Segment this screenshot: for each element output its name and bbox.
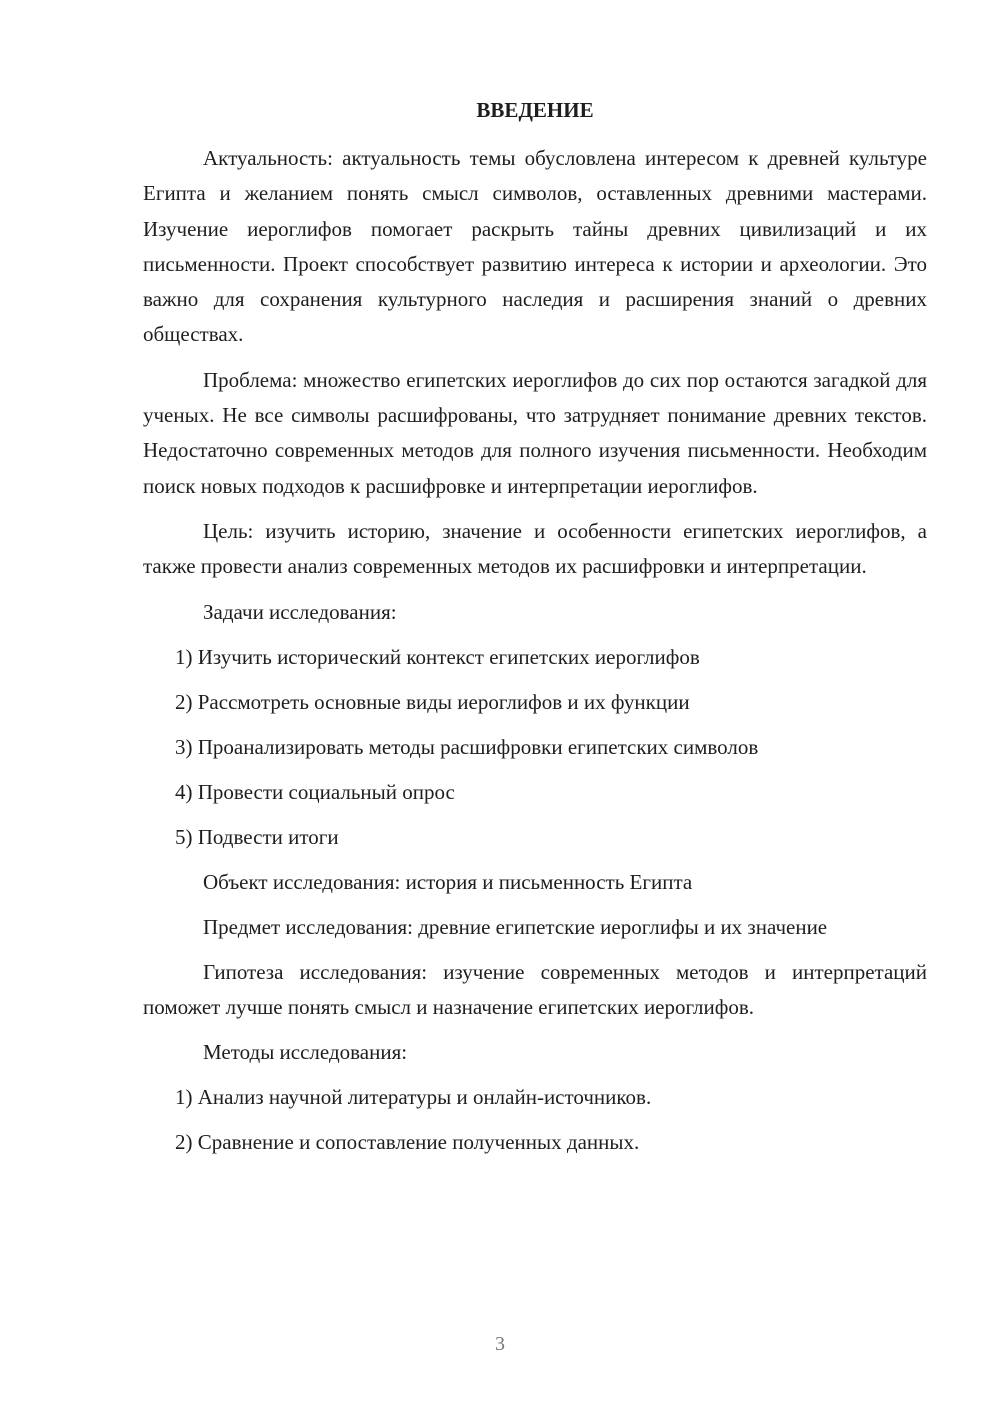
tasks-title: Задачи исследования:: [203, 599, 397, 624]
object-line: Объект исследования: история и письменность Египта: [203, 869, 693, 894]
methods-title: Методы исследования:: [203, 1040, 408, 1065]
method-item-2: 2) Сравнение и сопоставление полученных данных.: [175, 1130, 640, 1155]
task-item-5: 5) Подвести итоги: [175, 824, 339, 849]
task-item-2: 2) Рассмотреть основные виды иероглифов и их функции: [175, 689, 690, 714]
relevance-paragraph: Актуальность: актуальность темы обусловлена интересом к древней культуре Египта и желанием понять смысл символов, оставленных древними мастерами. Изучение иероглифов помогает раскрыть тайны древних цивилизаций и их письменности. Проект способствует развитию интереса к истории и археологии. Это важно для сохранения культурного наследия и расширения знаний о древних обществах.: [143, 146, 927, 347]
page-number: 3: [495, 1333, 505, 1355]
section-heading: ВВЕДЕНИЕ: [476, 98, 594, 122]
method-item-1: 1) Анализ научной литературы и онлайн-источников.: [175, 1085, 652, 1110]
subject-paragraph: Предмет исследования: древние египетские иероглифы и их значение: [203, 914, 828, 939]
goal-paragraph: Цель: изучить историю, значение и особенности египетских иероглифов, а также провести анализ современных методов их расшифровки и интерпретации.: [143, 518, 927, 579]
task-item-4: 4) Провести социальный опрос: [175, 779, 455, 804]
page-content: [143, 96, 927, 1170]
task-item-1: 1) Изучить исторический контекст египетских иероглифов: [175, 644, 700, 669]
hypothesis-paragraph: Гипотеза исследования: изучение современных методов и интерпретаций поможет лучше понять смысл и назначение египетских иероглифов.: [143, 959, 927, 1020]
problem-paragraph: Проблема: множество египетских иероглифов до сих пор остаются загадкой для ученых. Не все символы расшифрованы, что затрудняет понимание древних текстов. Недостаточно современных методов для полного изучения письменности. Необходим поиск новых подходов к расшифровке и интерпретации иероглифов.: [143, 367, 927, 498]
task-item-3: 3) Проанализировать методы расшифровки египетских символов: [175, 734, 759, 759]
